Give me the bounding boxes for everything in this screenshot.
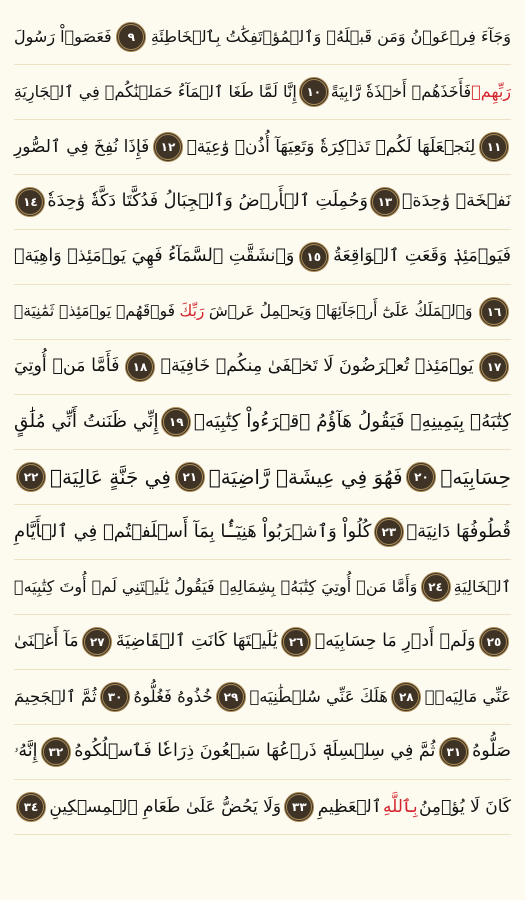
text-line <box>14 10 511 65</box>
ayah-number-marker: ٣٤ <box>16 792 46 822</box>
verse-text: صَلُّوهُ <box>472 741 511 762</box>
ayah-number-marker: ٣٢ <box>41 737 71 767</box>
verse-text: إِنَّهُۥ <box>14 741 38 762</box>
verse-text: فَهُوَ فِي عِيشَةٖ رَّاضِيَةٖ <box>208 465 403 489</box>
verse-text: نَفۡخَةٞ وَٰحِدَةٞ <box>401 191 511 212</box>
verse-text: يَٰلَيۡتَهَا كَانَتِ ٱلۡقَاضِيَةَ <box>115 631 278 652</box>
text-line <box>14 780 511 835</box>
ayah-number-marker: ٣٣ <box>284 792 314 822</box>
ayah-number-marker: ١٤ <box>15 187 45 217</box>
verse-text: وَلَا يَحُضُّ عَلَىٰ طَعَامِ ٱلۡمِسۡكِينِ <box>49 796 282 817</box>
ayah-number-marker: ٢٢ <box>16 462 46 492</box>
ayah-number-marker: ١٩ <box>161 407 191 437</box>
verse-text: فَعَصَوۡاْ رَسُولَ <box>14 27 112 46</box>
ayah-number-marker: ١٦ <box>479 297 509 327</box>
ayah-number-marker: ٢٣ <box>374 517 404 547</box>
verse-text: ٱلۡخَالِيَةِ <box>453 577 511 596</box>
divine-name-text: رَبِّهِمۡ <box>471 82 511 101</box>
ayah-number-marker: ٢٧ <box>82 627 112 657</box>
ayah-number-marker: ٢٤ <box>421 572 451 602</box>
verse-text: فَأَخَذَهُمۡ أَخۡذَةٗ رَّابِيَةً <box>330 82 472 101</box>
verse-text: فَوۡقَهُمۡ يَوۡمَئِذٖ ثَمَٰنِيَةٞ <box>14 302 176 321</box>
ayah-number-marker: ٣٠ <box>100 682 130 712</box>
ayah-number-marker: ٢٥ <box>479 627 509 657</box>
divine-name-text: بِٱللَّهِ <box>383 796 418 817</box>
ayah-number-marker: ١٢ <box>153 132 183 162</box>
ayah-number-marker: ٢٠ <box>406 462 436 492</box>
ayah-number-marker: ١١ <box>479 132 509 162</box>
ayah-number-marker: ١٠ <box>299 77 329 107</box>
verse-text: فَإِذَا نُفِخَ فِي ٱلصُّورِ <box>14 136 150 157</box>
ayah-number-marker: ٢٩ <box>216 682 246 712</box>
verse-text: لِنَجۡعَلَهَا لَكُمۡ تَذۡكِرَةٗ وَتَعِيَهَآ أُذُنٞ وَٰعِيَةٞ <box>186 136 476 157</box>
verse-text: ثُمَّ فِي سِلۡسِلَةٖ ذَرۡعُهَا سَبۡعُونَ ذِرَاعٗا فَٱسۡلُكُوهُ <box>74 741 436 762</box>
verse-text: فِي جَنَّةٍ عَالِيَةٖ <box>49 465 171 489</box>
verse-text: فَيَوۡمَئِذٖ وَقَعَتِ ٱلۡوَاقِعَةُ <box>333 246 511 267</box>
text-line <box>14 285 511 340</box>
ayah-number-marker: ٢٨ <box>391 682 421 712</box>
verse-text: قُطُوفُهَا دَانِيَةٞ <box>406 521 511 542</box>
text-line <box>14 230 511 285</box>
verse-text: خُذُوهُ فَغُلُّوهُ <box>133 686 213 706</box>
verse-text: وَٱنشَقَّتِ ٱلسَّمَآءُ فَهِيَ يَوۡمَئِذٖ وَاهِيَةٞ <box>14 246 295 267</box>
verse-text: كِتَٰبَهُۥ بِيَمِينِهِۦ فَيَقُولُ هَآؤُمُ ٱقۡرَءُواْ كِتَٰبِيَهۡ <box>193 410 511 432</box>
text-line <box>14 395 511 450</box>
ayah-number-marker: ٢٦ <box>281 627 311 657</box>
verse-text: حِسَابِيَهۡ <box>440 465 511 489</box>
ayah-number-marker: ١٥ <box>299 242 329 272</box>
verse-text: وَأَمَّا مَنۡ أُوتِيَ كِتَٰبَهُۥ بِشِمَالِهِۦ فَيَقُولُ يَٰلَيۡتَنِي لَمۡ أُوتَ كِتَٰبِيَهۡ <box>14 577 418 596</box>
verse-text: مَآ أَغۡنَىٰ <box>14 631 79 652</box>
text-line <box>14 560 511 615</box>
text-line <box>14 725 511 780</box>
verse-text: يَوۡمَئِذٖ تُعۡرَضُونَ لَا تَخۡفَىٰ مِنكُمۡ خَافِيَةٞ <box>160 356 474 377</box>
verse-text: إِنَّا لَمَّا طَغَا ٱلۡمَآءُ حَمَلۡنَٰكُمۡ فِي ٱلۡجَارِيَةِ <box>13 82 297 101</box>
text-line <box>14 120 511 175</box>
verse-text: هَلَكَ عَنِّي سُلۡطَٰنِيَهۡ <box>249 686 388 706</box>
verse-text: كُلُواْ وَٱشۡرَبُواْ هَنِيٓـَٔۢا بِمَآ أَسۡلَفۡتُمۡ فِي ٱلۡأَيَّامِ <box>14 521 372 542</box>
verse-text: وَجَآءَ فِرۡعَوۡنُ وَمَن قَبۡلَهُۥ وَٱلۡمُؤۡتَفِكَٰتُ بِٱلۡخَاطِئَةِ <box>150 27 511 46</box>
ayah-number-marker: ٢١ <box>175 462 205 492</box>
ayah-number-marker: ١٣ <box>370 187 400 217</box>
verse-text: عَنِّي مَالِيَهۡۜ <box>424 686 511 706</box>
text-line <box>14 65 511 120</box>
verse-text: فَأَمَّا مَنۡ أُوتِيَ <box>14 356 120 377</box>
verse-text: ثُمَّ ٱلۡجَحِيمَ <box>14 686 97 706</box>
text-line <box>14 340 511 395</box>
verse-text: كَانَ لَا يُؤۡمِنُ <box>418 796 511 817</box>
divine-name-text: رَبِّكَ <box>179 302 205 321</box>
text-line <box>14 670 511 725</box>
verse-text: وَلَمۡ أَدۡرِ مَا حِسَابِيَهۡ <box>314 631 476 652</box>
text-line <box>14 615 511 670</box>
ayah-number-marker: ١٨ <box>125 352 155 382</box>
text-line <box>14 505 511 560</box>
ayah-number-marker: ٣١ <box>439 737 469 767</box>
verse-text: وَحُمِلَتِ ٱلۡأَرۡضُ وَٱلۡجِبَالُ فَدُكَّتَا دَكَّةٗ وَٰحِدَةٗ <box>47 191 368 212</box>
verse-text: ٱلۡعَظِيمِ <box>317 796 382 817</box>
ayah-number-marker: ١٧ <box>479 352 509 382</box>
ayah-number-marker: ٩ <box>116 22 146 52</box>
verse-text: إِنِّي ظَنَنتُ أَنِّي مُلَٰقٍ <box>14 410 159 432</box>
text-line <box>14 450 511 505</box>
text-line <box>14 175 511 230</box>
verse-text: وَٱلۡمَلَكُ عَلَىٰٓ أَرۡجَآئِهَاۚ وَيَحۡمِلُ عَرۡشَ <box>208 302 473 321</box>
